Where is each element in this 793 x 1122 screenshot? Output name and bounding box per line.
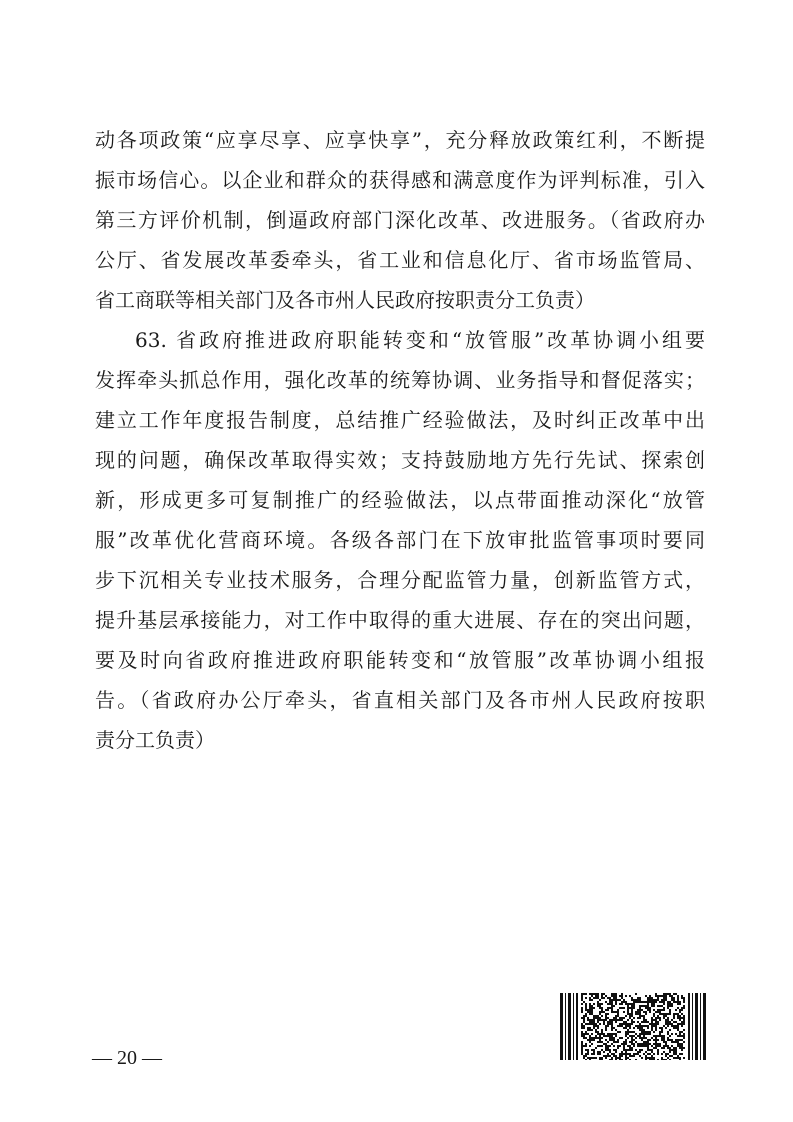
text-line: 第三方评价机制，倒逼政府部门深化改革、改进服务。（省政府办 — [95, 208, 705, 232]
text-line: 公厅、省发展改革委牵头，省工业和信息化厅、省市场监管局、 — [95, 248, 705, 272]
text-line: 步下沉相关专业技术服务，合理分配监管力量，创新监管方式， — [95, 568, 705, 592]
text-line: 振市场信心。以企业和群众的获得感和满意度作为评判标准，引入 — [95, 168, 705, 192]
text-line: 服”改革优化营商环境。各级各部门在下放审批监管事项时要同 — [95, 528, 705, 552]
text-line: 发挥牵头抓总作用，强化改革的统筹协调、业务指导和督促落实； — [95, 368, 705, 392]
paragraph-63-first-line: 63. 省政府推进政府职能转变和“放管服”改革协调小组要 — [135, 328, 705, 352]
text-line: 新，形成更多可复制推广的经验做法，以点带面推动深化“放管 — [95, 488, 705, 512]
text-line: 建立工作年度报告制度，总结推广经验做法，及时纠正改革中出 — [95, 408, 705, 432]
barcode-icon — [560, 993, 706, 1060]
text-line: 现的问题，确保改革取得实效；支持鼓励地方先行先试、探索创 — [95, 448, 705, 472]
text-line: 要及时向省政府推进政府职能转变和“放管服”改革协调小组报 — [95, 648, 705, 672]
text-line: 动各项政策“应享尽享、应享快享”，充分释放政策红利，不断提 — [95, 128, 705, 152]
text-line: 责分工负责） — [95, 728, 215, 752]
text-line: 省工商联等相关部门及各市州人民政府按职责分工负责） — [95, 288, 595, 312]
body-text — [95, 120, 705, 760]
page-number: — 20 — — [92, 1047, 162, 1069]
text-line: 提升基层承接能力，对工作中取得的重大进展、存在的突出问题， — [95, 608, 705, 632]
text-line: 告。（省政府办公厅牵头，省直相关部门及各市州人民政府按职 — [95, 688, 705, 712]
